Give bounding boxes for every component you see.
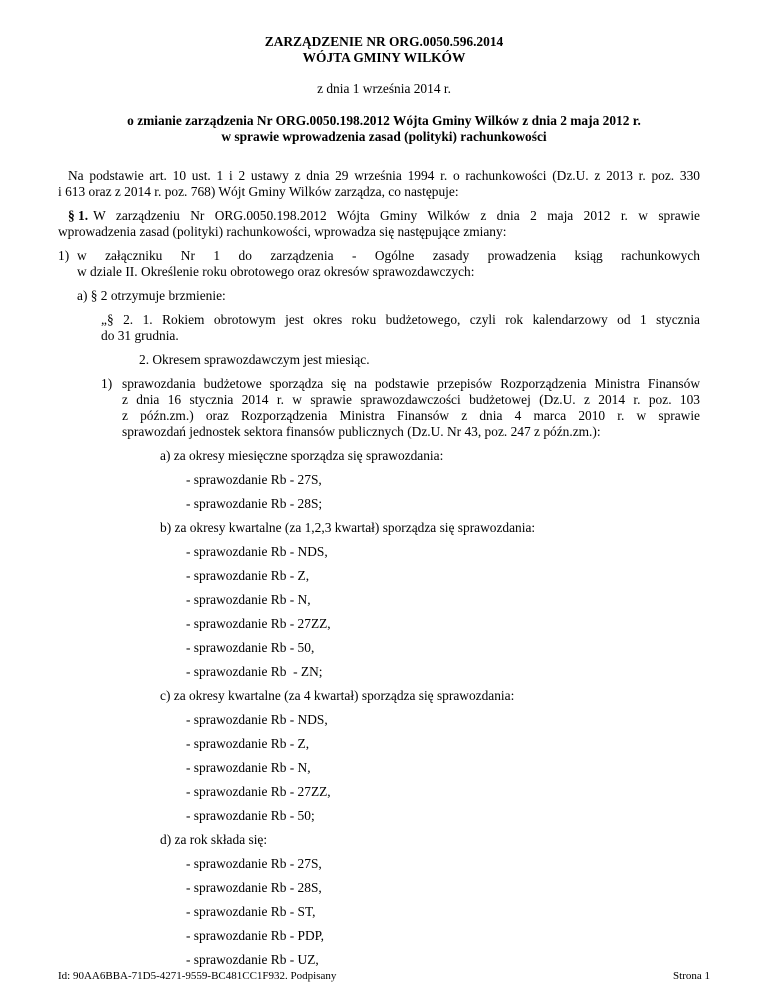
list-item: - sprawozdanie Rb - PDP, <box>186 928 324 943</box>
group-d-heading: d) za rok składa się: <box>160 832 268 847</box>
title-line-1: ZARZĄDZENIE NR ORG.0050.596.2014 <box>264 34 504 49</box>
list-item: - sprawozdanie Rb - 28S; <box>186 496 323 511</box>
subject-line-1: o zmianie zarządzenia Nr ORG.0050.198.2012 Wójta Gminy Wilków z dnia 2 maja 2012 r. <box>127 113 641 128</box>
list-item: - sprawozdanie Rb - 50, <box>186 640 315 655</box>
title-line-2: WÓJTA GMINY WILKÓW <box>302 50 466 65</box>
list-item: - sprawozdanie Rb - NDS, <box>186 712 328 727</box>
paragraph-1-line-2: wprowadzenia zasad (polityki) rachunkowości, wprowadza się następujące zmiany: <box>58 224 507 239</box>
preamble-line-2: i 613 oraz z 2014 r. poz. 768) Wójt Gminy Wilków zarządza, co następuje: <box>58 184 459 199</box>
paragraph-1-text: W zarządzeniu Nr ORG.0050.198.2012 Wójta Gminy Wilków z dnia 2 maja 2012 r. w sprawie <box>93 208 700 223</box>
paragraph-1-line-1 <box>68 208 700 225</box>
group-b-heading: b) za okresy kwartalne (za 1,2,3 kwartał) sporządza się sprawozdania: <box>160 520 536 535</box>
letter-a: a) § 2 otrzymuje brzmienie: <box>77 288 226 303</box>
point-1-number: 1) <box>58 248 70 263</box>
list-item: - sprawozdanie Rb - 27S, <box>186 856 322 871</box>
list-item: - sprawozdanie Rb - Z, <box>186 736 310 751</box>
document-date: z dnia 1 września 2014 r. <box>317 81 451 96</box>
list-item: - sprawozdanie Rb - Z, <box>186 568 310 583</box>
point-1-line-1: w załączniku Nr 1 do zarządzenia - Ogólne zasady prowadzenia ksiąg rachunkowych <box>77 248 700 263</box>
sub-point-1-number: 1) <box>101 376 113 391</box>
list-item: - sprawozdanie Rb - ST, <box>186 904 316 919</box>
list-item: - sprawozdanie Rb - 27ZZ, <box>186 784 331 799</box>
footer-document-id: Id: 90AA6BBA-71D5-4271-9559-BC481CC1F932. Podpisany <box>58 970 337 982</box>
group-a-heading: a) za okresy miesięczne sporządza się sprawozdania: <box>160 448 444 463</box>
list-item: - sprawozdanie Rb - 27ZZ, <box>186 616 331 631</box>
subject-line-2: w sprawie wprowadzenia zasad (polityki) rachunkowości <box>221 129 547 144</box>
point-1-line-2: w dziale II. Określenie roku obrotowego oraz okresów sprawozdawczych: <box>77 264 475 279</box>
sub-point-1-line-4: sprawozdań jednostek sektora finansów publicznych (Dz.U. Nr 43, poz. 247 z późn.zm.): <box>122 424 601 439</box>
quote-line-1: „§ 2. 1. Rokiem obrotowym jest okres roku budżetowego, czyli rok kalendarzowy od 1 stycznia <box>101 312 700 327</box>
quote-line-2: do 31 grudnia. <box>101 328 179 343</box>
list-item: - sprawozdanie Rb - UZ, <box>186 952 319 967</box>
list-item: - sprawozdanie Rb - 27S, <box>186 472 322 487</box>
sub-point-1-line-2: z dnia 16 stycznia 2014 r. w sprawie sprawozdawczości budżetowej (Dz.U. z 2014 r. poz. 103 <box>122 392 700 407</box>
sub-point-1-line-1: sprawozdania budżetowe sporządza się na podstawie przepisów Rozporządzenia Ministra Finansów <box>122 376 700 391</box>
list-item: - sprawozdanie Rb - 50; <box>186 808 315 823</box>
list-item: - sprawozdanie Rb - 28S, <box>186 880 322 895</box>
list-item: - sprawozdanie Rb - N, <box>186 760 311 775</box>
list-item: - sprawozdanie Rb - NDS, <box>186 544 328 559</box>
group-c-heading: c) za okresy kwartalne (za 4 kwartał) sporządza się sprawozdania: <box>160 688 515 703</box>
list-item: - sprawozdanie Rb - ZN; <box>186 664 323 679</box>
footer-page-number: Strona 1 <box>673 970 710 982</box>
list-item: - sprawozdanie Rb - N, <box>186 592 311 607</box>
item-2: 2. Okresem sprawozdawczym jest miesiąc. <box>139 352 370 367</box>
paragraph-1-label: § 1. <box>68 208 89 223</box>
preamble-line-1: Na podstawie art. 10 ust. 1 i 2 ustawy z dnia 29 września 1994 r. o rachunkowości (Dz.U. z 2013 r. poz. 330 <box>68 168 700 183</box>
sub-point-1-line-3: z późn.zm.) oraz Rozporządzenia Ministra Finansów z dnia 4 marca 2010 r. w sprawie <box>122 408 700 423</box>
